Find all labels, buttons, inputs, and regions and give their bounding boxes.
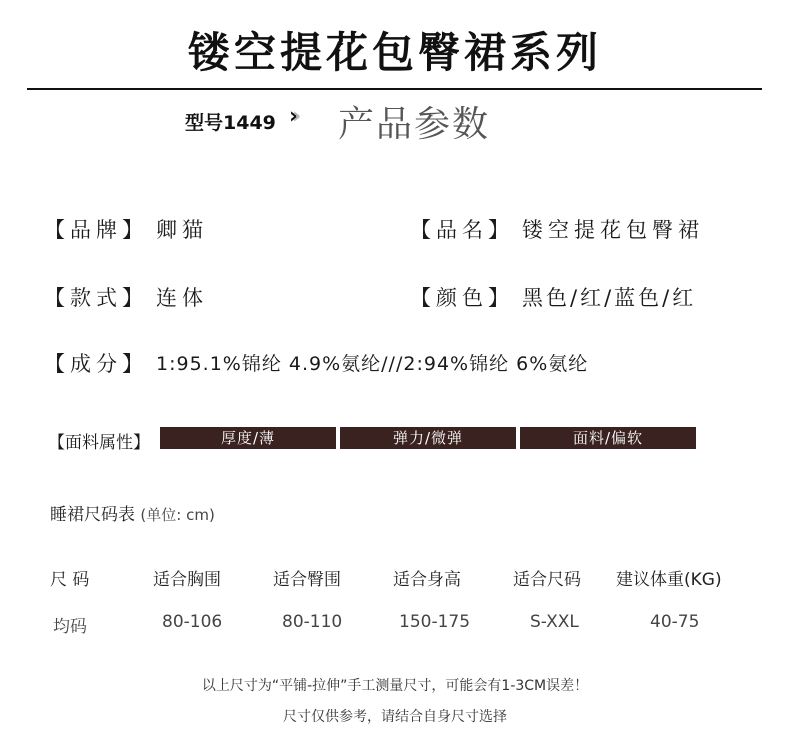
fabric-attributes-label: 【面料属性】	[48, 433, 150, 453]
table-cell-bust: 80-106	[162, 612, 223, 632]
product-name-label: 【品名】	[410, 218, 514, 242]
size-chart-title-text: 睡裙尺码表	[50, 505, 135, 525]
style-value: 连体	[156, 286, 208, 310]
color-label: 【颜色】	[410, 286, 514, 310]
fabric-bar-thickness: 厚度/薄	[160, 427, 336, 449]
table-cell-hip: 80-110	[282, 612, 343, 632]
table-header-bust: 适合胸围	[153, 570, 221, 590]
measurement-note: 以上尺寸为“平铺-拉伸”手工测量尺寸，可能会有1-3CM误差！	[201, 678, 589, 694]
title-divider	[27, 88, 762, 90]
table-header-fit-size: 适合尺码	[513, 570, 581, 590]
size-reference-note: 尺寸仅供参考，请结合自身尺寸选择	[283, 709, 507, 725]
product-name-value: 镂空提花包臀裙	[522, 218, 704, 242]
section-title: 产品参数	[338, 104, 491, 145]
page-title: 镂空提花包臀裙系列	[187, 28, 602, 77]
style-label: 【款式】	[44, 286, 148, 310]
table-header-weight: 建议体重(KG)	[616, 570, 722, 590]
color-value: 黑色/红/蓝色/红	[522, 286, 697, 310]
composition-value: 1:95.1%锦纶 4.9%氨纶///2:94%锦纶 6%氨纶	[156, 353, 589, 375]
model-number: 型号1449	[185, 112, 276, 134]
table-header-height: 适合身高	[393, 570, 461, 590]
table-cell-fit-size: S-XXL	[530, 612, 579, 632]
brand-value: 卿猫	[156, 218, 208, 242]
chevron-right-icon: ››	[289, 104, 296, 129]
brand-label: 【品牌】	[44, 218, 148, 242]
table-cell-weight: 40-75	[650, 612, 700, 632]
table-header-size: 尺 码	[50, 570, 90, 590]
table-cell-size: 均码	[53, 617, 87, 637]
size-chart-title	[50, 500, 215, 525]
composition-label: 【成分】	[44, 352, 148, 376]
size-chart-unit: (单位: cm)	[140, 506, 215, 524]
fabric-bar-elasticity: 弹力/微弹	[340, 427, 516, 449]
table-header-hip: 适合臀围	[273, 570, 341, 590]
fabric-bar-softness: 面料/偏软	[520, 427, 696, 449]
table-cell-height: 150-175	[399, 612, 471, 632]
